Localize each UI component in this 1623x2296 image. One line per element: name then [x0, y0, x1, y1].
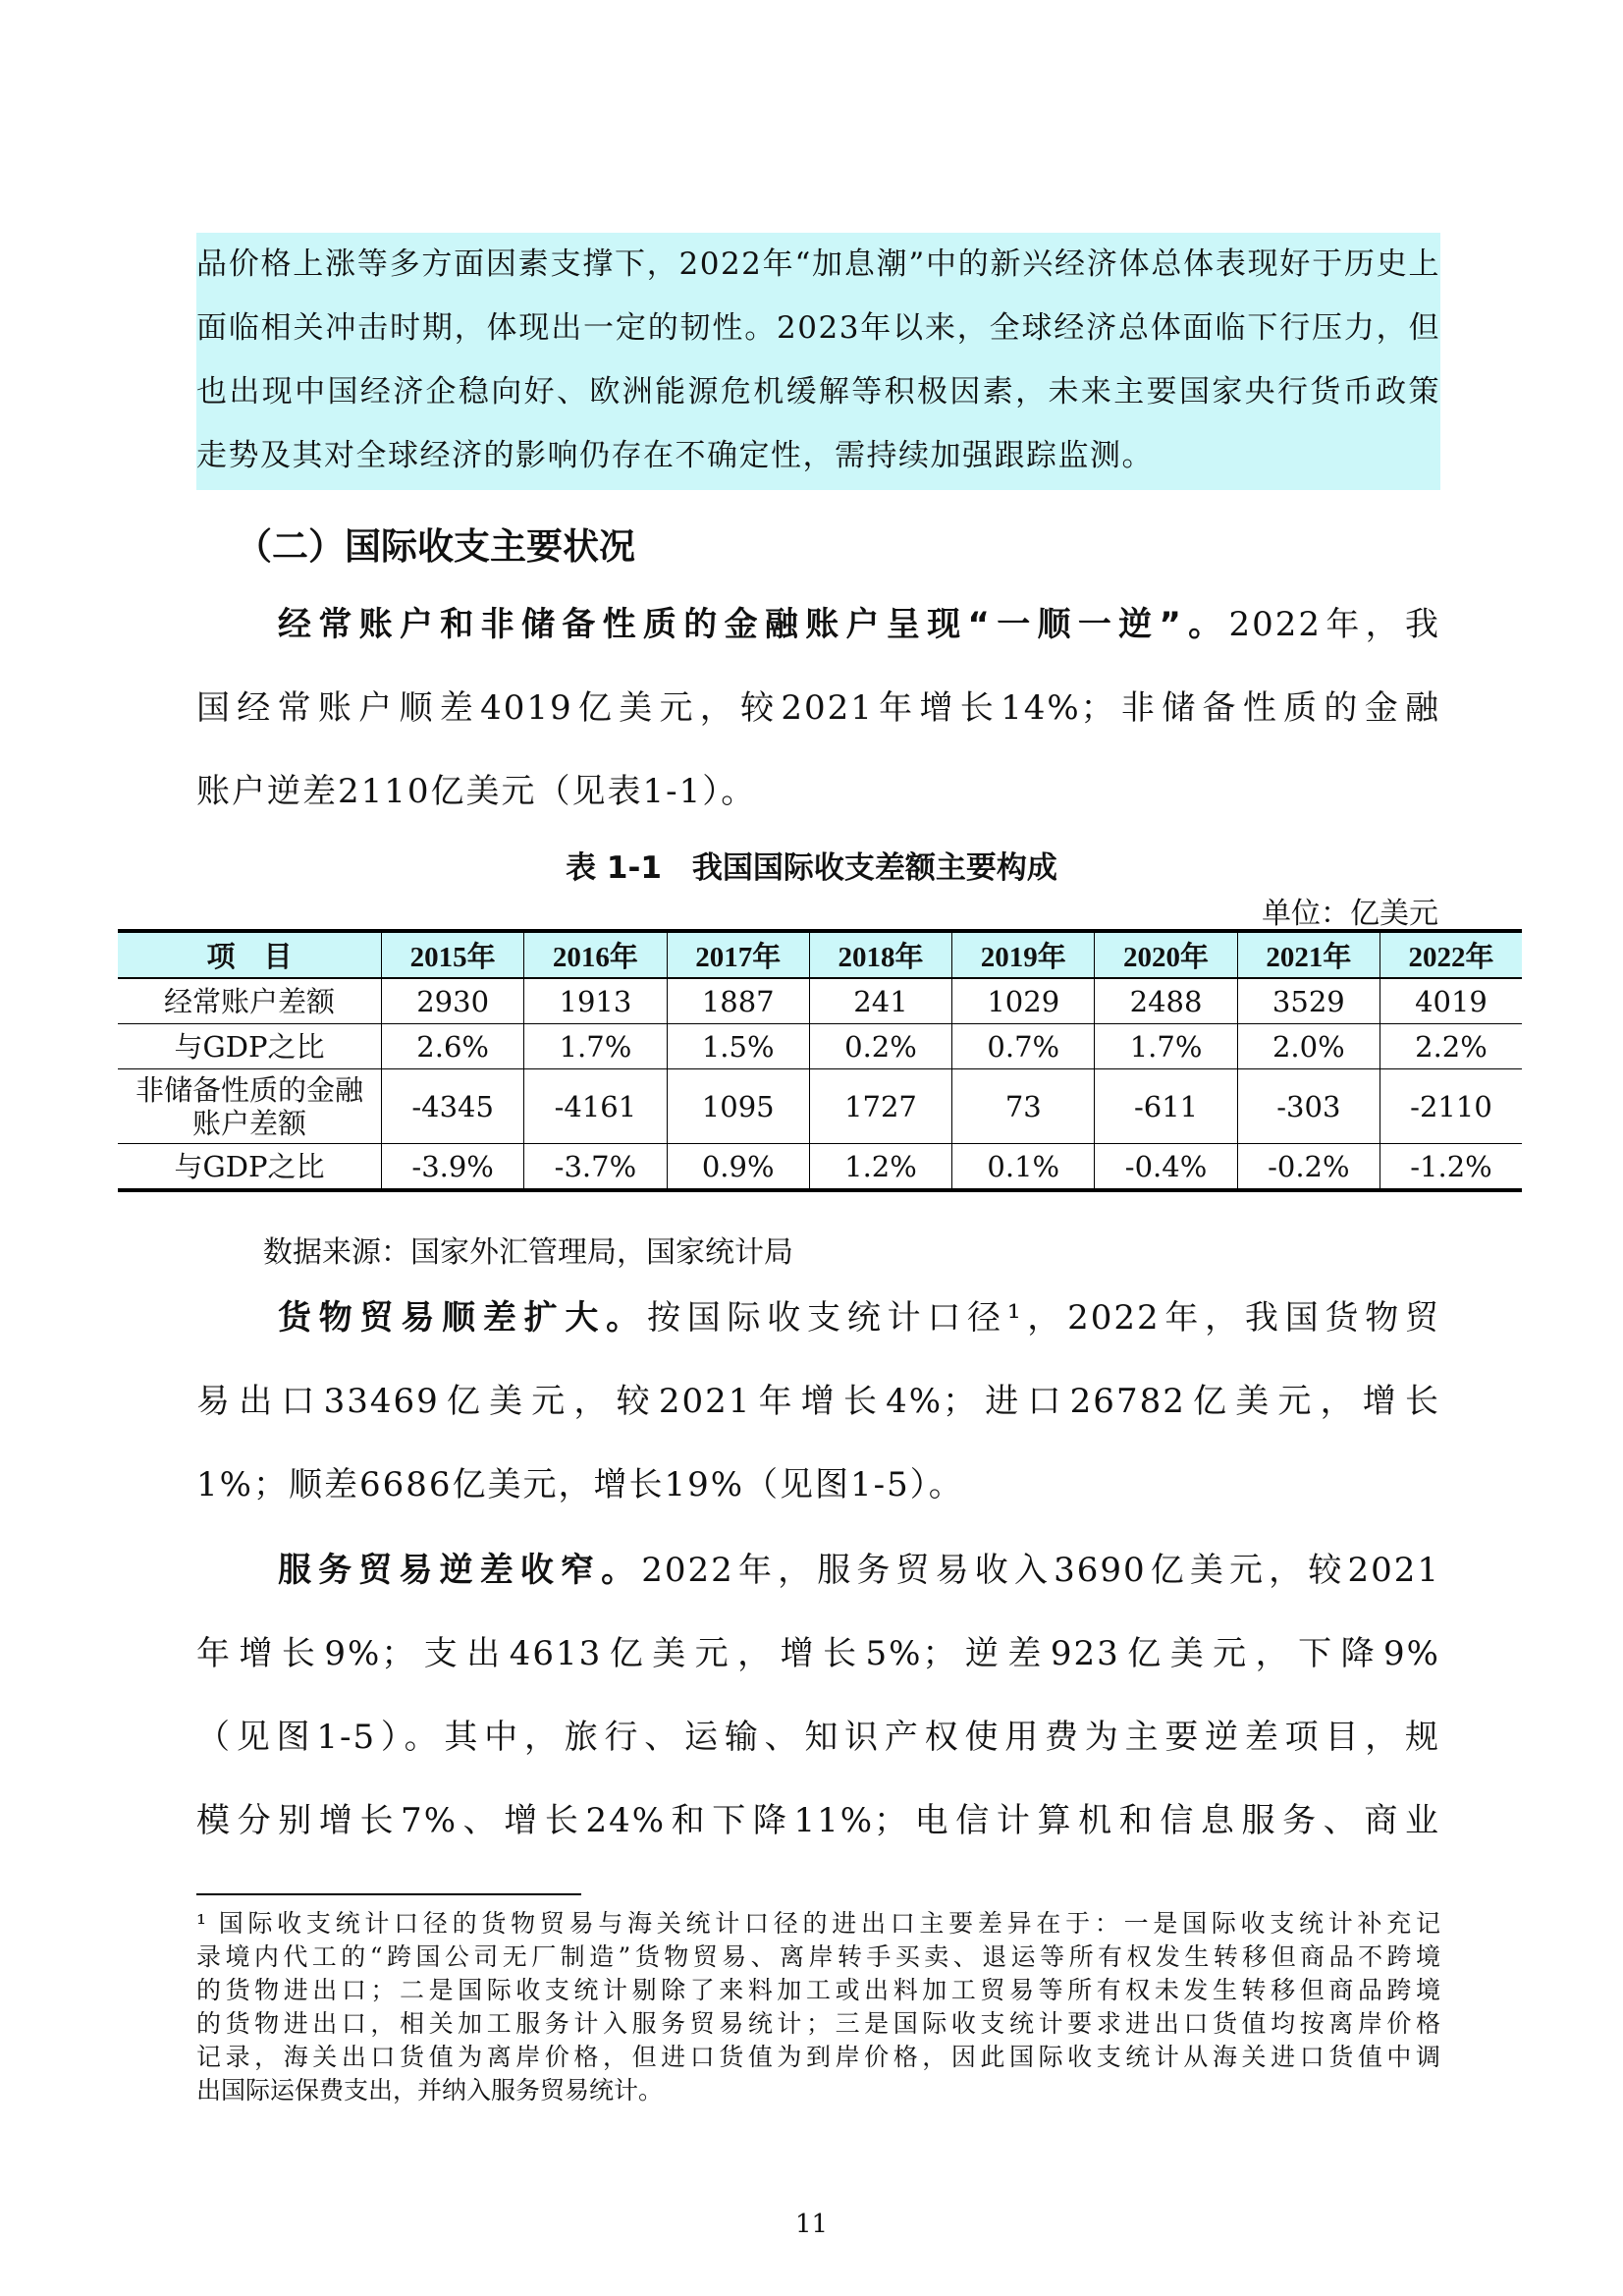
paragraph-line: 账户逆差2110亿美元（见表1-1）。 — [196, 772, 757, 811]
paragraph-line — [278, 603, 1440, 646]
paragraph-line: 年增长9%；支出4613亿美元，增长5%；逆差923亿美元，下降9% — [196, 1634, 1440, 1673]
summary-line: 品价格上涨等多方面因素支撑下，2022年“加息潮”中的新兴经济体总体表现好于历史上 — [196, 246, 1440, 282]
paragraph-line — [278, 1296, 1440, 1339]
table-cell: 1.2% — [809, 1144, 951, 1191]
table-cell: 4019 — [1380, 978, 1522, 1024]
table-cell: -0.4% — [1095, 1144, 1237, 1191]
summary-line: 也出现中国经济企稳向好、欧洲能源危机缓解等积极因素，未来主要国家央行货币政策 — [196, 374, 1440, 410]
summary-line: 走势及其对全球经济的影响仍存在不确定性，需持续加强跟踪监测。 — [196, 438, 1154, 473]
table-cell: 0.1% — [952, 1144, 1095, 1191]
summary-line: 面临相关冲击时期，体现出一定的韧性。2023年以来，全球经济总体面临下行压力，但 — [196, 310, 1440, 346]
table-cell: 2488 — [1095, 978, 1237, 1024]
footnote-divider — [196, 1893, 581, 1895]
row-label: 与GDP之比 — [118, 1024, 382, 1069]
paragraph-lead: 经常账户和非储备性质的金融账户呈现“一顺一逆”。 — [278, 605, 1229, 644]
table-cell: -3.7% — [524, 1144, 667, 1191]
table-cell: -303 — [1237, 1069, 1380, 1144]
table-cell: -1.2% — [1380, 1144, 1522, 1191]
footnote-line: 记录，海关出口货值为离岸价格，但进口货值为到岸价格，因此国际收支统计从海关进口货值中调 — [196, 2043, 1440, 2071]
paragraph-line: （见图1-5）。其中，旅行、运输、知识产权使用费为主要逆差项目，规 — [196, 1718, 1440, 1757]
table-cell: 1.7% — [524, 1024, 667, 1069]
paragraph-lead: 货物贸易顺差扩大。 — [278, 1298, 647, 1338]
table-cell: -3.9% — [382, 1144, 524, 1191]
footnote-line: 的货物进出口；二是国际收支统计剔除了来料加工或出料加工贸易等所有权未发生转移但商品跨境 — [196, 1976, 1440, 2004]
table-cell: 0.2% — [809, 1024, 951, 1069]
column-header: 2017年 — [667, 931, 809, 978]
paragraph-line: 1%；顺差6686亿美元，增长19%（见图1-5）。 — [196, 1465, 964, 1504]
balance-of-payments-table — [118, 929, 1522, 1192]
column-header: 项 目 — [118, 931, 382, 978]
table-cell: 241 — [809, 978, 951, 1024]
table-row — [118, 1024, 1522, 1069]
footnote — [196, 1907, 1440, 2107]
table-header-row — [118, 931, 1522, 978]
table-cell: 1887 — [667, 978, 809, 1024]
table-cell: 2.6% — [382, 1024, 524, 1069]
paragraph-line: 易出口33469亿美元，较2021年增长4%；进口26782亿美元，增长 — [196, 1382, 1440, 1421]
table-cell: 0.7% — [952, 1024, 1095, 1069]
table-cell: 1095 — [667, 1069, 809, 1144]
column-header: 2015年 — [382, 931, 524, 978]
paragraph-line: 模分别增长7%、增长24%和下降11%；电信计算机和信息服务、商业 — [196, 1801, 1440, 1840]
footnote-line: ¹ 国际收支统计口径的货物贸易与海关统计口径的进出口主要差异在于：一是国际收支统计补充记 — [196, 1909, 1440, 1938]
table-cell: 2930 — [382, 978, 524, 1024]
table-caption: 表 1-1 我国国际收支差额主要构成 — [566, 850, 1057, 886]
paragraph-text: 2022年，我 — [1228, 605, 1440, 644]
table-cell: -611 — [1095, 1069, 1237, 1144]
column-header: 2021年 — [1237, 931, 1380, 978]
table-cell: 0.9% — [667, 1144, 809, 1191]
column-header: 2019年 — [952, 931, 1095, 978]
table-row — [118, 1069, 1522, 1144]
row-label: 经常账户差额 — [118, 978, 382, 1024]
table-cell: -4161 — [524, 1069, 667, 1144]
highlighted-summary-box — [196, 233, 1440, 490]
page-number: 11 — [794, 2210, 829, 2239]
paragraph-text: 按国际收支统计口径¹，2022年，我国货物贸 — [646, 1298, 1441, 1338]
table-cell: 1727 — [809, 1069, 951, 1144]
table-cell: 73 — [952, 1069, 1095, 1144]
section-heading: （二）国际收支主要状况 — [236, 525, 635, 568]
table-cell: 3529 — [1237, 978, 1380, 1024]
column-header: 2022年 — [1380, 931, 1522, 978]
table-source: 数据来源：国家外汇管理局，国家统计局 — [263, 1235, 793, 1270]
table-cell: -0.2% — [1237, 1144, 1380, 1191]
paragraph-text: 2022年，服务贸易收入3690亿美元，较2021 — [641, 1551, 1440, 1590]
table-cell: 2.0% — [1237, 1024, 1380, 1069]
table-cell: -4345 — [382, 1069, 524, 1144]
paragraph-line: 国经常账户顺差4019亿美元，较2021年增长14%；非储备性质的金融 — [196, 688, 1440, 728]
row-label: 与GDP之比 — [118, 1144, 382, 1191]
column-header: 2016年 — [524, 931, 667, 978]
table-cell: 1.7% — [1095, 1024, 1237, 1069]
footnote-line: 录境内代工的“跨国公司无厂制造”货物贸易、离岸转手买卖、退运等所有权发生转移但商品不跨境 — [196, 1942, 1440, 1971]
table-cell: 1.5% — [667, 1024, 809, 1069]
column-header: 2020年 — [1095, 931, 1237, 978]
table-cell: -2110 — [1380, 1069, 1522, 1144]
paragraph-line — [278, 1549, 1440, 1592]
column-header: 2018年 — [809, 931, 951, 978]
table-cell: 1913 — [524, 978, 667, 1024]
table-cell: 1029 — [952, 978, 1095, 1024]
table-row — [118, 978, 1522, 1024]
table-cell: 2.2% — [1380, 1024, 1522, 1069]
row-label: 非储备性质的金融账户差额 — [118, 1069, 382, 1144]
footnote-line: 的货物进出口，相关加工服务计入服务贸易统计；三是国际收支统计要求进出口货值均按离岸价格 — [196, 2009, 1440, 2038]
table-row — [118, 1144, 1522, 1191]
paragraph-lead: 服务贸易逆差收窄。 — [278, 1551, 642, 1590]
footnote-line: 出国际运保费支出，并纳入服务贸易统计。 — [196, 2076, 664, 2105]
table-unit: 单位：亿美元 — [1262, 897, 1438, 931]
